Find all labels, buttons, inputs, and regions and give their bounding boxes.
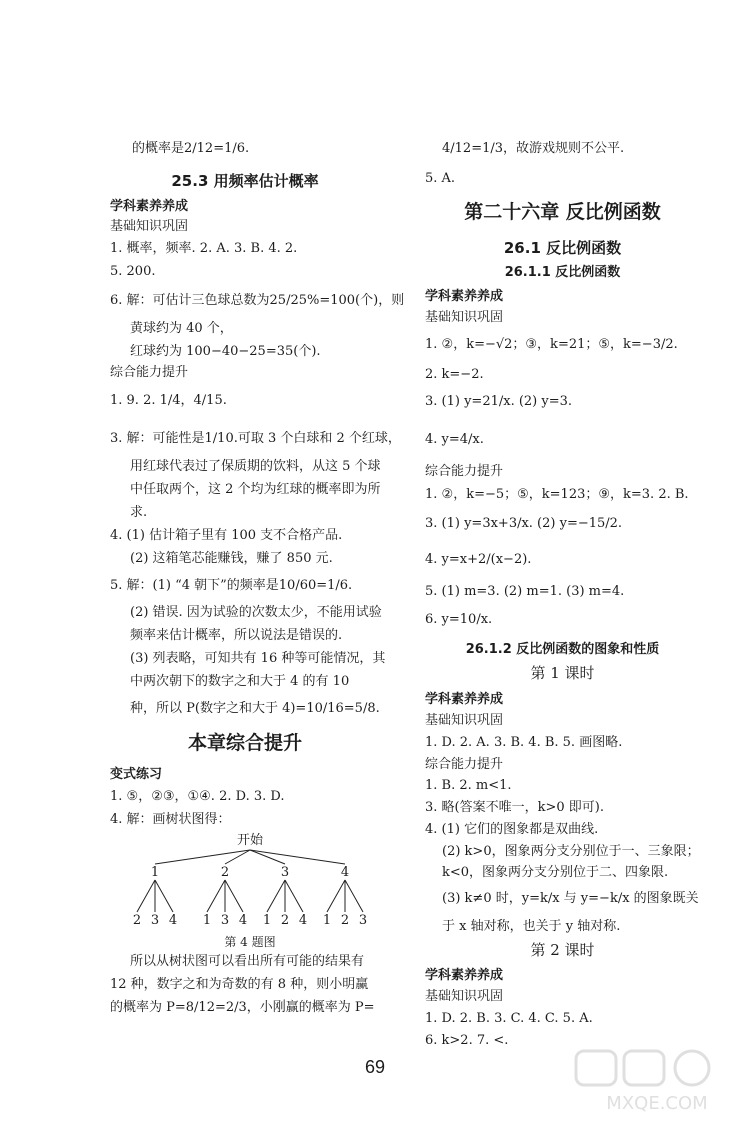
- text-line: 于 x 轴对称，也关于 y 轴对称.: [442, 919, 621, 934]
- subsection-heading: 26.1.2 反比例函数的图象和性质: [465, 642, 660, 657]
- tree-leaf: 2: [340, 913, 350, 928]
- text-line: (2) 错误. 因为试验的次数太少，不能用试验: [130, 605, 382, 620]
- subheading: 基础知识巩固: [425, 713, 504, 728]
- subsection-heading: 26.1.1 反比例函数: [504, 265, 621, 280]
- subheading: 变式练习: [110, 767, 163, 782]
- tree-leaf: 2: [280, 913, 290, 928]
- text-line: 12 种，数字之和为奇数的有 8 种，则小明赢: [110, 977, 369, 992]
- text-line: 所以从树状图可以看出所有可能的结果有: [130, 954, 365, 969]
- text-line: (2) k>0，图象两分支分别位于一、三象限；: [442, 844, 700, 859]
- section-heading: 26.1 反比例函数: [503, 239, 622, 257]
- text-line: 黄球约为 40 个，: [130, 321, 233, 336]
- subheading: 基础知识巩固: [110, 219, 189, 234]
- tree-edge: [285, 880, 303, 912]
- text-line: 4. (1) 估计箱子里有 100 支不合格产品.: [110, 528, 343, 543]
- subheading: 学科素养养成: [425, 289, 504, 304]
- tree-node: 1: [150, 865, 160, 880]
- text-line: (3) 列表略，可知共有 16 种等可能情况，其: [130, 651, 386, 666]
- text-line: 中两次朝下的数字之和大于 4 的有 10: [130, 674, 350, 689]
- tree-leaf: 1: [262, 913, 272, 928]
- subheading: 基础知识巩固: [425, 989, 504, 1004]
- lesson-heading: 第 2 课时: [530, 941, 595, 959]
- tree-edge: [225, 880, 243, 912]
- text-line: (3) k≠0 时，y=k/x 与 y=−k/x 的图象既关: [442, 891, 699, 906]
- text-line: 3. 解：可能性是1/10.可取 3 个白球和 2 个红球，: [110, 431, 401, 446]
- lesson-heading: 第 1 课时: [530, 664, 595, 682]
- tree-edge: [155, 850, 250, 864]
- tree-node: 2: [220, 865, 230, 880]
- subheading: 学科素养养成: [110, 199, 189, 214]
- chapter-heading: 第二十六章 反比例函数: [464, 201, 661, 223]
- tree-edge: [267, 880, 285, 912]
- text-line: (2) 这箱笔芯能赚钱，赚了 850 元.: [130, 551, 333, 566]
- tree-leaf: 4: [168, 913, 178, 928]
- tree-leaf: 1: [322, 913, 332, 928]
- watermark-logo: [572, 1047, 742, 1117]
- subheading: 学科素养养成: [425, 692, 504, 707]
- tree-leaf: 1: [202, 913, 212, 928]
- text-line: 1. 9. 2. 1/4，4/15.: [110, 393, 227, 408]
- text-line: 6. 解：可估计三色球总数为25/25%=100(个)，则: [110, 293, 405, 308]
- subheading: 综合能力提升: [425, 757, 504, 772]
- text-line: 5. 解：(1) “4 朝下”的频率是10/60=1/6.: [110, 578, 353, 593]
- tree-leaf: 4: [298, 913, 308, 928]
- text-line: 3. 略(答案不唯一，k>0 即可).: [425, 800, 604, 815]
- text-line: 的概率为 P=8/12=2/3，小刚赢的概率为 P=: [110, 1000, 375, 1015]
- subheading: 学科素养养成: [425, 968, 504, 983]
- text-line: 种，所以 P(数字之和大于 4)=10/16=5/8.: [130, 701, 380, 716]
- text-line: 1. ⑤，②③，①④. 2. D. 3. D.: [110, 789, 285, 804]
- text-line: k<0，图象两分支分别位于二、四象限.: [442, 865, 669, 880]
- tree-node: 4: [340, 865, 350, 880]
- tree-leaf: 4: [238, 913, 248, 928]
- text-line: 4/12=1/3，故游戏规则不公平.: [442, 141, 625, 156]
- tree-edge: [137, 880, 155, 912]
- text-line: 1. ②，k=−√2；③，k=21；⑤，k=−3/2.: [425, 337, 678, 352]
- text-line: 4. y=4/x.: [425, 432, 484, 447]
- text-line: 2. k=−2.: [425, 367, 484, 382]
- svg-text:MXQE.COM: MXQE.COM: [606, 1093, 708, 1114]
- tree-root: 开始: [236, 833, 264, 848]
- tree-leaf: 3: [358, 913, 368, 928]
- text-line: 频率来估计概率，所以说法是错误的.: [130, 628, 343, 643]
- tree-leaf: 3: [150, 913, 160, 928]
- text-line: 1. 概率，频率. 2. A. 3. B. 4. 2.: [110, 241, 298, 256]
- text-line: 5. (1) m=3. (2) m=1. (3) m=4.: [425, 584, 625, 599]
- chapter-review-heading: 本章综合提升: [187, 732, 302, 754]
- subheading: 基础知识巩固: [425, 310, 504, 325]
- text-line: 3. (1) y=21/x. (2) y=3.: [425, 394, 573, 409]
- tree-node: 3: [280, 865, 290, 880]
- text-line: 用红球代表过了保质期的饮料，从这 5 个球: [130, 459, 381, 474]
- text-line: 3. (1) y=3x+3/x. (2) y=−15/2.: [425, 516, 623, 531]
- text-line: 6. y=10/x.: [425, 612, 493, 627]
- text-line: 5. 200.: [110, 264, 156, 279]
- text-line: 1. ②，k=−5；⑤，k=123；⑨，k=3. 2. B.: [425, 487, 689, 502]
- tree-edge: [207, 880, 225, 912]
- subheading: 综合能力提升: [425, 464, 504, 479]
- figure-caption: 第 4 题图: [224, 935, 276, 949]
- tree-diagram: [110, 828, 390, 933]
- tree-leaf: 2: [132, 913, 142, 928]
- subheading: 综合能力提升: [110, 365, 189, 380]
- page-number: 69: [364, 1057, 386, 1077]
- section-heading: 25.3 用频率估计概率: [171, 172, 319, 190]
- text-line: 1. D. 2. A. 3. B. 4. B. 5. 画图略.: [425, 735, 623, 750]
- text-line: 中任取两个，这 2 个均为红球的概率即为所: [130, 482, 381, 497]
- text-line: 5. A.: [425, 171, 456, 186]
- text-line: 的概率是2/12=1/6.: [132, 141, 250, 156]
- text-line: 4. y=x+2/(x−2).: [425, 552, 532, 567]
- text-line: 红球约为 100−40−25=35(个).: [130, 344, 321, 359]
- tree-edge: [327, 880, 345, 912]
- tree-edge: [155, 880, 173, 912]
- text-line: 6. k>2. 7. <.: [425, 1033, 509, 1048]
- tree-leaf: 3: [220, 913, 230, 928]
- tree-edge: [345, 880, 363, 912]
- text-line: 4. 解：画树状图得：: [110, 812, 231, 827]
- tree-edge: [250, 850, 345, 864]
- text-line: 1. B. 2. m<1.: [425, 778, 512, 793]
- text-line: 求.: [130, 505, 148, 520]
- text-line: 1. D. 2. B. 3. C. 4. C. 5. A.: [425, 1011, 593, 1026]
- text-line: 4. (1) 它们的图象都是双曲线.: [425, 822, 599, 837]
